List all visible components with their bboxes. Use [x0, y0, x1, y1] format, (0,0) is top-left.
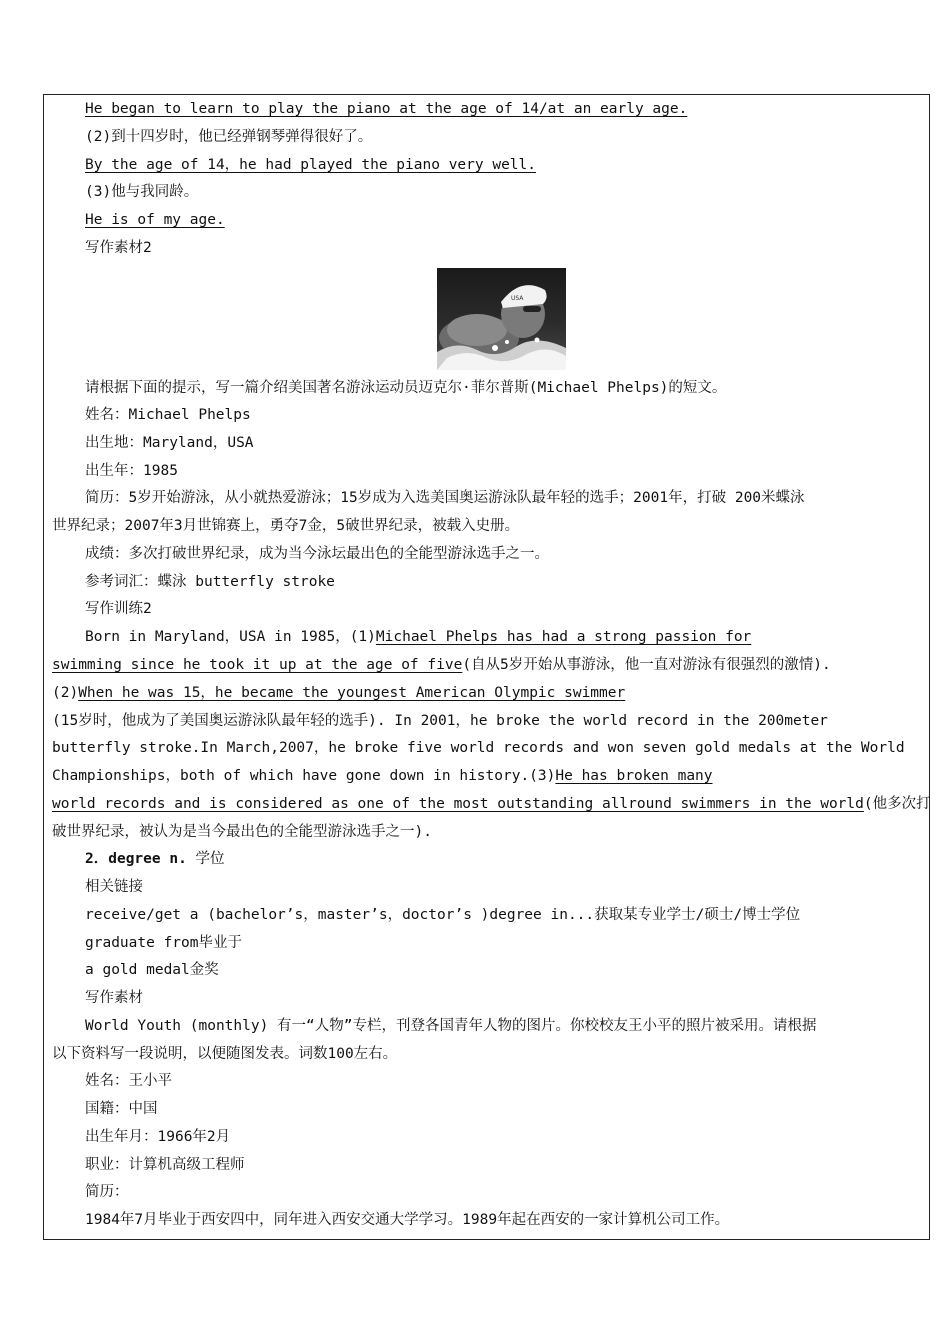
- answer-text: swimming since he took it up at the age of five: [52, 657, 463, 673]
- section-heading: 写作训练2: [85, 601, 152, 617]
- answer-text: Michael Phelps has had a strong passion for: [375, 629, 752, 645]
- prompt-line: (3)他与我同龄。: [85, 184, 199, 200]
- answer-line: He began to learn to play the piano at the age of 14/at an early age.: [85, 101, 688, 117]
- essay-line: [52, 655, 831, 675]
- essay-line: butterfly stroke.In March,2007，he broke five world records and won seven gold medals at the World: [52, 740, 905, 756]
- info-birthyear: 出生年：1985: [85, 463, 178, 479]
- phrase-line: a gold medal金奖: [85, 962, 219, 978]
- essay-line: (15岁时，他成为了美国奥运游泳队最年轻的选手). In 2001，he broke the world record in the 200meter: [52, 713, 828, 729]
- info-occupation: 职业：计算机高级工程师: [85, 1157, 245, 1173]
- essay-line: [52, 794, 931, 814]
- info-resume: 简历：5岁开始游泳，从小就热爱游泳；15岁成为入选美国奥运游泳队最年轻的选手；2001年，打破 200米蝶泳: [85, 490, 805, 506]
- essay-line: [52, 766, 713, 786]
- answer-text: He has broken many: [555, 768, 713, 784]
- svg-text:USA: USA: [511, 295, 524, 302]
- info-resume: 简历：: [85, 1184, 129, 1200]
- essay-text: Born in Maryland，USA in 1985，(1): [85, 629, 376, 645]
- task-instruction-cont: 以下资料写一段说明，以便随图发表。词数100左右。: [52, 1046, 398, 1062]
- vocab-meaning: 学位: [186, 851, 225, 867]
- task-instruction: 请根据下面的提示，写一篇介绍美国著名游泳运动员迈克尔·菲尔普斯(Michael Phelps)的短文。: [85, 380, 727, 396]
- info-birthplace: 出生地：Maryland，USA: [85, 435, 254, 451]
- info-name: 姓名：王小平: [85, 1073, 172, 1089]
- essay-text: (2): [52, 685, 79, 701]
- info-vocabulary: 参考词汇：蝶泳 butterfly stroke: [85, 574, 335, 590]
- section-heading: 写作素材2: [85, 240, 152, 256]
- info-name: 姓名：Michael Phelps: [85, 407, 251, 423]
- answer-text: world records and is considered as one of the most outstanding allround swimmers in the world: [52, 796, 864, 812]
- section-heading: 写作素材: [85, 990, 143, 1006]
- answer-text: When he was 15，he became the youngest American Olympic swimmer: [78, 685, 626, 701]
- section-heading: 相关链接: [85, 879, 143, 895]
- prompt-line: (2)到十四岁时，他已经弹钢琴弹得很好了。: [85, 129, 373, 145]
- essay-text: Championships，both of which have gone down in history.(3): [52, 768, 556, 784]
- phrase-line: graduate from毕业于: [85, 935, 242, 951]
- info-resume-detail: 1984年7月毕业于西安四中，同年进入西安交通大学学习。1989年起在西安的一家计算机公司工作。: [85, 1212, 730, 1228]
- info-resume-cont: 世界纪录；2007年3月世锦赛上，勇夺7金，5破世界纪录，被载入史册。: [52, 518, 520, 534]
- vocab-word: 2．degree n.: [85, 851, 187, 867]
- vocab-heading: [85, 849, 225, 869]
- info-achievement: 成绩：多次打破世界纪录，成为当今泳坛最出色的全能型游泳选手之一。: [85, 546, 549, 562]
- essay-text: (自从5岁开始从事游泳，他一直对游泳有很强烈的激情).: [462, 657, 831, 673]
- answer-line: He is of my age.: [85, 212, 225, 228]
- essay-line: 破世界纪录，被认为是当今最出色的全能型游泳选手之一).: [52, 824, 432, 840]
- phrase-line: receive/get a (bachelor’s，master’s，doctor’s )degree in...获取某专业学士/硕士/博士学位: [85, 907, 801, 923]
- essay-line: [52, 683, 625, 703]
- task-instruction: World Youth (monthly) 有一“人物”专栏，刊登各国青年人物的图片。你校校友王小平的照片被采用。请根据: [85, 1018, 817, 1034]
- essay-line: [85, 627, 751, 647]
- swimmer-photo: [437, 268, 566, 370]
- info-nationality: 国籍：中国: [85, 1101, 158, 1117]
- answer-line: By the age of 14，he had played the piano very well.: [85, 157, 536, 173]
- essay-text: (他多次打: [863, 796, 931, 812]
- info-birthdate: 出生年月：1966年2月: [85, 1129, 231, 1145]
